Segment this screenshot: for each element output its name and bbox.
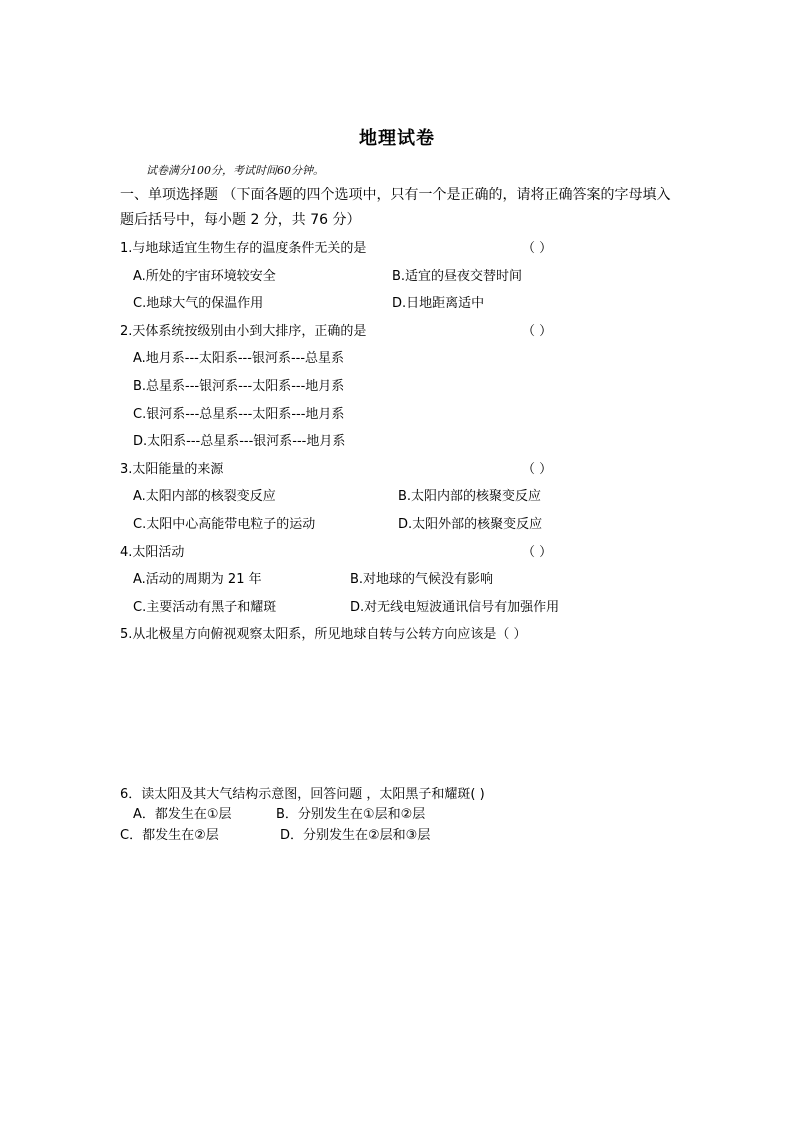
question-1-option-d: D.日地距离适中 [392,296,485,311]
question-3-stem: 3.太阳能量的来源 [120,462,224,477]
section-heading-line1: 一、单项选择题 （下面各题的四个选项中，只有一个是正确的，请将正确答案的字母填入 [120,187,671,203]
question-3-option-d: D.太阳外部的核聚变反应 [398,517,543,532]
question-2-answer-bracket: （ ） [522,324,553,339]
question-4-option-c: C.主要活动有黑子和耀斑 [133,600,277,615]
question-5-stem: 5.从北极星方向俯视观察太阳系，所见地球自转与公转方向应该是（ ） [120,627,527,642]
question-3-answer-bracket: （ ） [522,462,553,477]
question-6-stem: 6．读太阳及其大气结构示意图，回答问题 ，太阳黑子和耀斑( ) [120,787,485,802]
question-4-answer-bracket: （ ） [522,545,553,560]
question-4-option-d: D.对无线电短波通讯信号有加强作用 [350,600,560,615]
question-6-option-d: D．分别发生在②层和③层 [280,828,431,843]
question-1-stem: 1.与地球适宜生物生存的温度条件无关的是 [120,241,367,256]
question-6-option-c: C．都发生在②层 [120,828,219,843]
question-4-option-a: A.活动的周期为 21 年 [133,572,262,587]
question-1-option-a: A.所处的宇宙环境较安全 [133,269,276,284]
question-2-option-d: D.太阳系---总星系---银河系---地月系 [133,434,346,449]
question-4-option-b: B.对地球的气候没有影响 [350,572,494,587]
page-title: 地理试卷 [359,128,435,149]
question-3-option-c: C.太阳中心高能带电粒子的运动 [133,517,316,532]
question-2-stem: 2.天体系统按级别由小到大排序，正确的是 [120,324,367,339]
section-heading-line2: 题后括号中，每小题 2 分，共 76 分） [120,212,361,228]
question-2-option-b: B.总星系---银河系---太阳系---地月系 [133,379,345,394]
question-6-option-b: B．分别发生在①层和②层 [276,807,426,822]
question-3-option-a: A.太阳内部的核裂变反应 [133,489,276,504]
question-1-option-b: B.适宜的昼夜交替时间 [392,269,523,284]
question-1-option-c: C.地球大气的保温作用 [133,296,264,311]
exam-note: 试卷满分100分，考试时间60分钟。 [146,164,324,177]
question-2-option-a: A.地月系---太阳系---银河系---总星系 [133,351,345,366]
question-2-option-c: C.银河系---总星系---太阳系---地月系 [133,407,345,422]
question-4-stem: 4.太阳活动 [120,545,185,560]
question-6-option-a: A．都发生在①层 [133,807,232,822]
question-3-option-b: B.太阳内部的核聚变反应 [398,489,542,504]
question-1-answer-bracket: （ ） [522,241,553,256]
